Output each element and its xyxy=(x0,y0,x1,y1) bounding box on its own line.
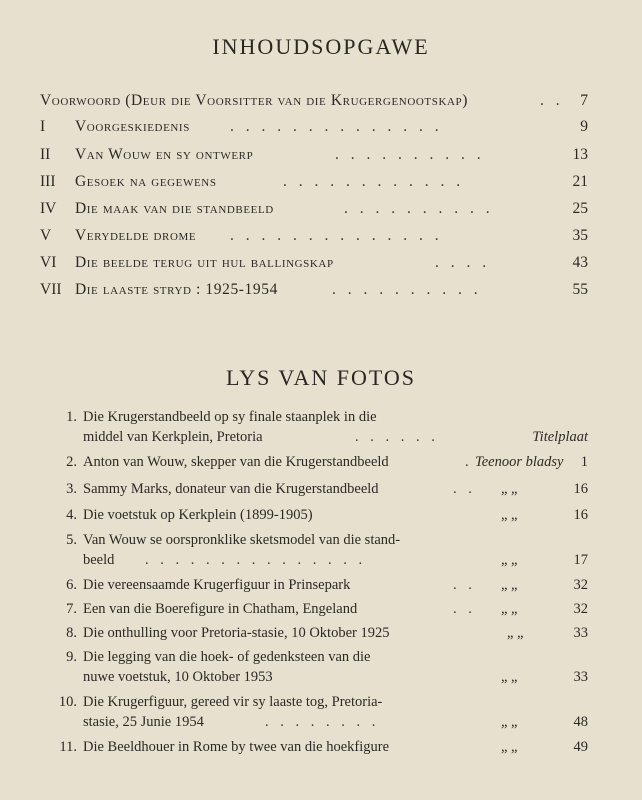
photo-number: 10. xyxy=(58,694,77,710)
toc-entry-1 xyxy=(40,118,588,140)
photo-caption-line1: Een van die Boerefigure in Chatham, Engeland xyxy=(83,601,358,617)
photo-number: 5. xyxy=(66,532,77,548)
contents-heading: INHOUDSOPGAWE xyxy=(212,34,430,59)
photo-ditto: „ „ xyxy=(501,669,518,685)
toc-title: Die maak van die standbeeld xyxy=(75,200,274,217)
photo-page: 48 xyxy=(573,714,588,730)
toc-chapter-number: IV xyxy=(40,200,57,217)
photo-number: 2. xyxy=(66,454,77,470)
photo-page: 32 xyxy=(573,577,588,593)
photo-caption-line1: Die legging van die hoek- of gedenksteen van die xyxy=(83,649,371,665)
photo-page: 33 xyxy=(573,625,588,641)
photo-item-6 xyxy=(55,575,588,595)
toc-page: 35 xyxy=(572,227,588,244)
leader-dots: . . . . . . . . . . . . . . xyxy=(230,227,443,244)
toc-title: Die laaste stryd : 1925-1954 xyxy=(75,281,278,298)
toc-chapter-number: V xyxy=(40,227,52,244)
toc-entry-5 xyxy=(40,227,588,249)
toc-entry-6 xyxy=(40,254,588,276)
photo-ditto: „ „ xyxy=(501,714,518,730)
photo-item-2 xyxy=(55,452,588,472)
photo-number: 1. xyxy=(66,409,77,425)
toc-entry-7 xyxy=(40,281,588,303)
photo-item-4 xyxy=(55,505,588,525)
toc-chapter-number: VI xyxy=(40,254,57,271)
toc-title: Die beelde terug uit hul ballingskap xyxy=(75,254,334,271)
leader-dots: . . . . . . xyxy=(355,429,439,445)
photo-item-3 xyxy=(55,479,588,499)
toc-chapter-number: III xyxy=(40,173,56,190)
toc-chapter-number: II xyxy=(40,146,51,163)
photo-caption-line2: nuwe voetstuk, 10 Oktober 1953 xyxy=(83,669,273,685)
photo-item-5 xyxy=(55,530,588,570)
photo-item-11 xyxy=(55,737,588,757)
photo-number: 4. xyxy=(66,507,77,523)
photo-page: 16 xyxy=(573,481,588,497)
photo-caption-line1: Sammy Marks, donateur van die Krugerstandbeeld xyxy=(83,481,379,497)
photo-ref: Titelplaat xyxy=(532,429,588,445)
photo-ditto: „ „ xyxy=(507,625,524,641)
toc-page: 21 xyxy=(572,173,588,190)
photo-number: 3. xyxy=(66,481,77,497)
leader-dots: . . . . . . . . xyxy=(265,714,380,730)
photo-ditto: „ „ xyxy=(501,481,518,497)
leader-dots: . . . . . . . . . . xyxy=(332,281,482,298)
leader-dots: . . . . . . . . . . . . . . xyxy=(230,118,443,135)
photo-page: 33 xyxy=(573,669,588,685)
photo-caption-line1: Die onthulling voor Pretoria-stasie, 10 Oktober 1925 xyxy=(83,625,390,641)
photo-page: 16 xyxy=(573,507,588,523)
photo-caption-line1: Die Krugerstandbeeld op sy finale staanplek in die xyxy=(83,409,377,425)
photo-ditto: „ „ xyxy=(501,601,518,617)
photo-number: 6. xyxy=(66,577,77,593)
leader-dots: . . . . . . . . . . . . xyxy=(283,173,465,190)
photo-ditto: „ „ xyxy=(501,552,518,568)
photo-ditto: „ „ xyxy=(501,739,518,755)
toc-title: Verydelde drome xyxy=(75,227,197,244)
photo-caption-line2: middel van Kerkplein, Pretoria xyxy=(83,429,263,445)
toc-title: Voorgeskiedenis xyxy=(75,118,190,135)
toc-page: 55 xyxy=(572,281,588,298)
leader-dots: . . xyxy=(453,577,476,593)
toc-page: 7 xyxy=(580,92,588,109)
photo-ditto: „ „ xyxy=(501,507,518,523)
photo-page: 17 xyxy=(573,552,588,568)
photo-number: 8. xyxy=(66,625,77,641)
toc-entry-3 xyxy=(40,173,588,195)
photo-number: 9. xyxy=(66,649,77,665)
leader-dots: . . . . . . . . . . xyxy=(344,200,494,217)
toc-page: 13 xyxy=(572,146,588,163)
photo-item-1 xyxy=(55,407,588,447)
photo-caption-line1: Die Beeldhouer in Rome by twee van die hoekfigure xyxy=(83,739,390,755)
photo-number: 11. xyxy=(59,739,77,755)
toc-chapter-number: I xyxy=(40,118,46,135)
toc-title: Gesoek na gegewens xyxy=(75,173,217,190)
leader-dots: . xyxy=(465,454,473,470)
photo-page: 1 xyxy=(580,454,588,470)
photo-number: 7. xyxy=(66,601,77,617)
photo-caption-line1: Anton van Wouw, skepper van die Krugerstandbeeld xyxy=(83,454,389,470)
leader-dots: . . . . xyxy=(435,254,491,271)
photos-heading: LYS VAN FOTOS xyxy=(225,365,417,390)
toc-title: Van Wouw en sy ontwerp xyxy=(75,146,254,163)
toc-entry-foreword xyxy=(40,92,588,114)
leader-dots: . . . . . . . . . . . . . . . xyxy=(145,552,367,568)
toc-page: 43 xyxy=(572,254,588,271)
photo-item-9 xyxy=(55,647,588,687)
photo-caption-line1: Die Krugerfiguur, gereed vir sy laaste tog, Pretoria- xyxy=(83,694,383,710)
leader-dots: . . xyxy=(453,601,476,617)
photo-item-10 xyxy=(55,692,588,732)
toc-page: 9 xyxy=(580,118,588,135)
toc-title: Voorwoord (Deur die Voorsitter van die Krugergenootskap) xyxy=(40,92,469,109)
photo-ditto: „ „ xyxy=(501,577,518,593)
toc-page: 25 xyxy=(572,200,588,217)
photo-item-7 xyxy=(55,599,588,619)
photo-caption-line2: beeld xyxy=(83,552,115,568)
photo-page: 32 xyxy=(573,601,588,617)
photo-caption-line1: Van Wouw se oorspronklike sketsmodel van die stand- xyxy=(83,532,401,548)
leader-dots: . . xyxy=(540,92,564,109)
leader-dots: . . . . . . . . . . xyxy=(335,146,485,163)
photo-caption-line1: Die voetstuk op Kerkplein (1899-1905) xyxy=(83,507,313,523)
photo-caption-line2: stasie, 25 Junie 1954 xyxy=(83,714,204,730)
photo-page: 49 xyxy=(573,739,588,755)
photo-caption-line1: Die vereensaamde Krugerfiguur in Prinsepark xyxy=(83,577,351,593)
toc-chapter-number: VII xyxy=(40,281,62,298)
toc-entry-2 xyxy=(40,146,588,168)
photo-ref: Teenoor bladsy xyxy=(475,454,564,470)
toc-entry-4 xyxy=(40,200,588,222)
photo-item-8 xyxy=(55,623,588,643)
leader-dots: . . xyxy=(453,481,476,497)
